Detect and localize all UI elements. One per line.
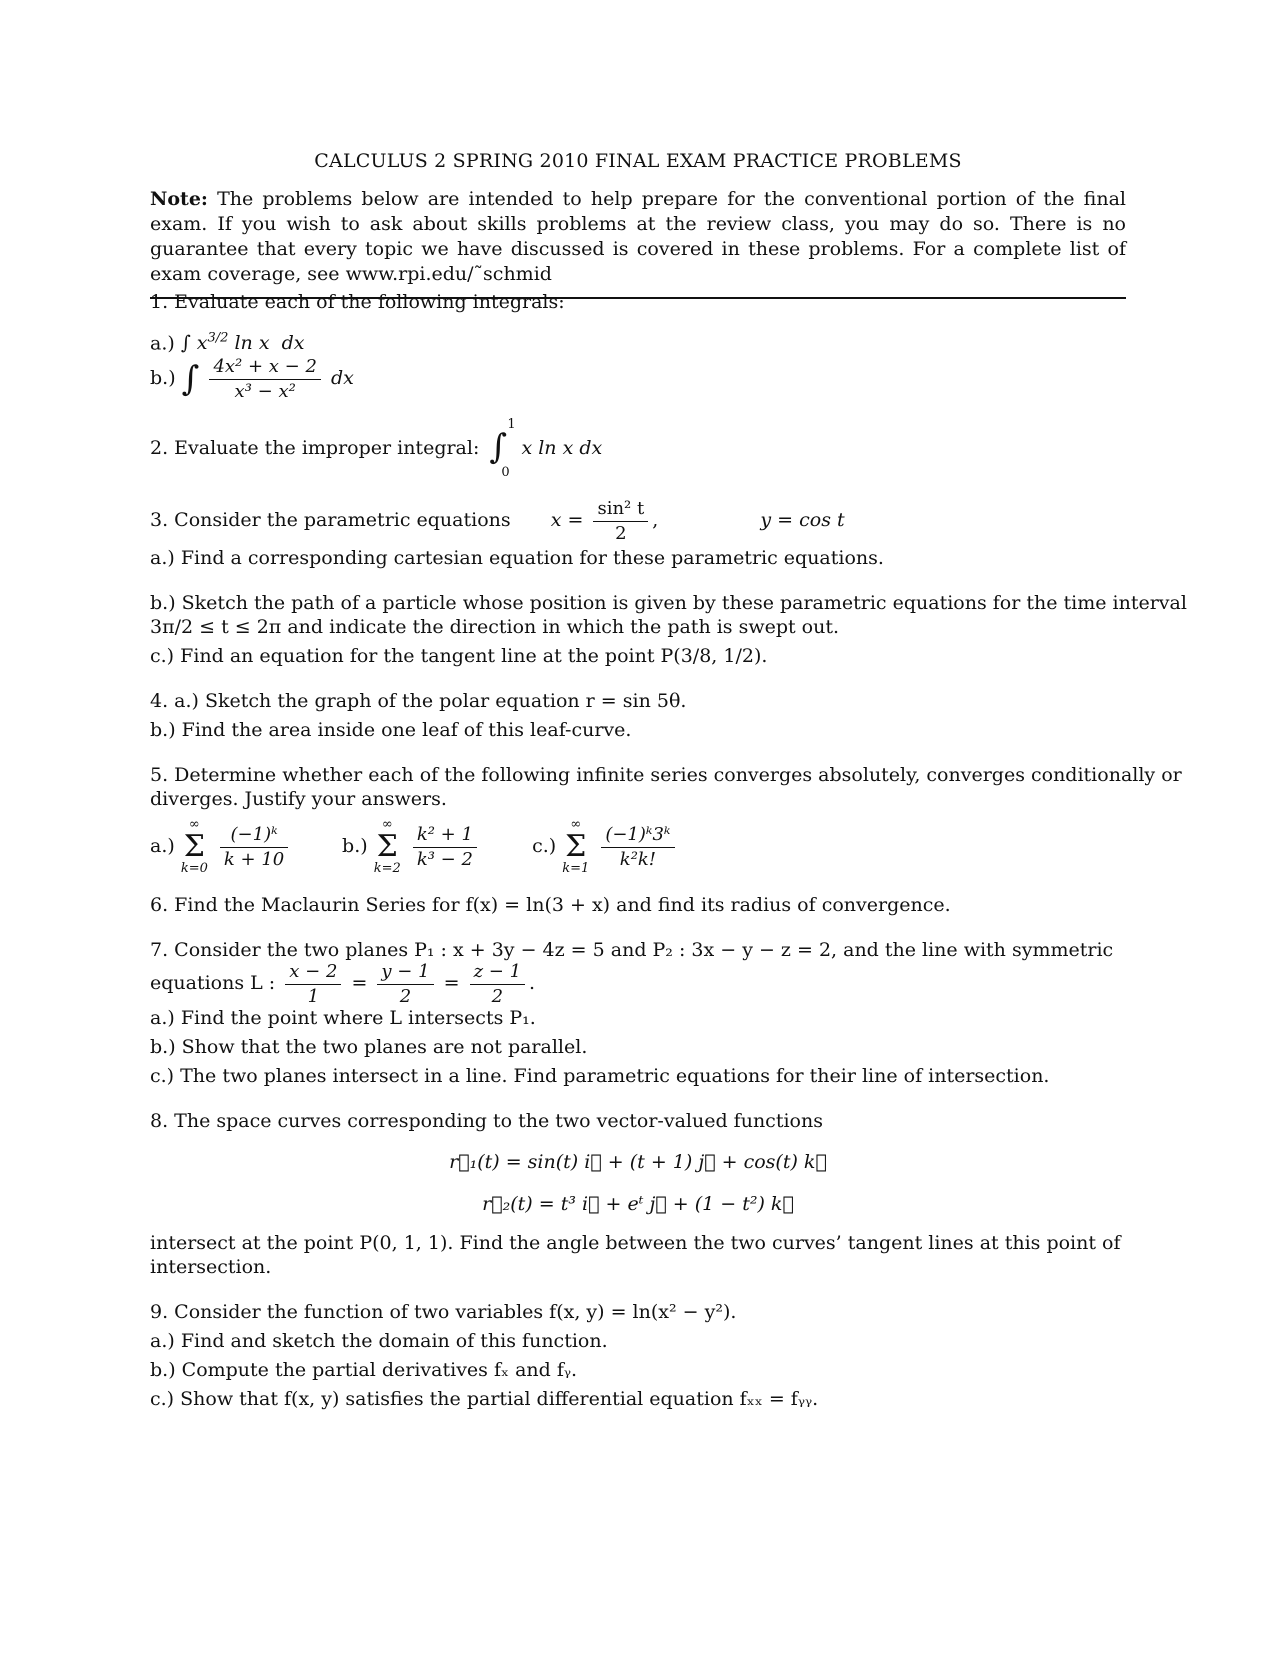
problem-1a-integral: ∫ $x^{3/2}$ ln x dx (180, 331, 305, 355)
series-b-numerator: k² + 1 (413, 824, 477, 848)
integral-sign: ∫ (181, 359, 200, 399)
fraction-3-denominator: 2 (491, 985, 504, 1007)
problem-9-text: 9. Consider the function of two variables f(x, y) = ln(x² − y²). (150, 1301, 737, 1323)
symmetric-fraction-1 (285, 961, 341, 1008)
series-b-label: b.) (342, 835, 368, 857)
series-a-upper: ∞ (188, 817, 200, 832)
definite-integral (485, 417, 516, 480)
sum-icon: ∞ Σ k=2 (373, 817, 401, 876)
problem-7b: b.) Show that the two planes are not parallel. (150, 1036, 588, 1058)
problem-2-text: 2. Evaluate the improper integral: (150, 437, 480, 459)
problem-9c: c.) Show that f(x, y) satisfies the partial differential equation fₓₓ = fᵧᵧ. (150, 1388, 819, 1410)
problem-7-line-equations: equations L : $\frac{x - 2}{1}$ = $\frac{y - 1}{2}$ = $\frac{z - 1}{2}$ . (150, 960, 536, 1007)
problem-1b-numerator: 4x² + x − 2 (209, 356, 320, 380)
series-a-numerator: (−1)ᵏ (220, 824, 288, 848)
problem-2 (150, 418, 602, 478)
series-c-fraction (601, 824, 674, 871)
series-b-fraction (413, 824, 477, 871)
vector-function-r1: r⃗₁(t) = sin(t) i⃗ + (t + 1) j⃗ + cos(t) k⃗ (449, 1151, 827, 1173)
problem-3: 3. Consider the parametric equations x = $\frac{\text{sin² t}}{2}$ , y = cos t (150, 497, 845, 544)
problem-3-text: 3. Consider the parametric equations (150, 509, 511, 531)
problem-1b-denominator: x³ − x² (234, 380, 296, 402)
x-denominator: 2 (615, 522, 627, 544)
series-b (342, 814, 526, 878)
sum-icon: ∞ Σ k=0 (180, 817, 208, 876)
series-c-upper: ∞ (570, 817, 582, 832)
vector-function-r2: r⃗₂(t) = t³ i⃗ + eᵗ j⃗ + (1 − t²) k⃗ (482, 1193, 794, 1215)
fraction-1-numerator: x − 2 (285, 961, 341, 985)
series-c-label: c.) (532, 835, 557, 857)
integral-sign: ∫ (489, 427, 508, 467)
problem-3b-line2: 3π/2 ≤ t ≤ 2π and indicate the direction in which the path is swept out. (150, 616, 840, 638)
series-c-numerator: (−1)ᵏ3ᵏ (601, 824, 674, 848)
problem-6: 6. Find the Maclaurin Series for f(x) = ln(3 + x) and find its radius of convergence. (150, 894, 951, 916)
problem-8-after-line2: intersection. (150, 1256, 272, 1278)
problem-5-line2: diverges. Justify your answers. (150, 788, 447, 810)
problem-3c: c.) Find an equation for the tangent line at the point P(3/8, 1/2). (150, 645, 768, 667)
problem-1b-dx: dx (330, 367, 354, 389)
problem-1b-label: b.) (150, 367, 176, 389)
series-b-denominator: k³ − 2 (416, 848, 473, 870)
problem-5-series (150, 814, 679, 878)
series-b-upper: ∞ (381, 817, 393, 832)
problem-4a: 4. a.) Sketch the graph of the polar equation r = sin 5θ. (150, 690, 687, 712)
x-numerator: sin² t (593, 498, 648, 522)
page-title: CALCULUS 2 SPRING 2010 FINAL EXAM PRACTICE PROBLEMS (314, 150, 962, 172)
series-a-fraction (220, 824, 288, 871)
series-c-denominator: k²k! (619, 848, 657, 870)
problem-9b: b.) Compute the partial derivatives fₓ and fᵧ. (150, 1359, 578, 1381)
problem-1b-fraction (209, 356, 320, 403)
series-c (532, 814, 678, 878)
problem-7-line1: 7. Consider the two planes P₁ : x + 3y − 4z = 5 and P₂ : 3x − y − z = 2, and the line with symmetric (150, 939, 1114, 961)
problem-1b (150, 354, 354, 403)
problem-7a: a.) Find the point where L intersects P₁. (150, 1007, 536, 1029)
series-a (150, 814, 336, 878)
problem-8-after-line1: intersect at the point P(0, 1, 1). Find the angle between the two curves’ tangent lines at this point of (150, 1232, 1121, 1254)
note-text: The problems below are intended to help prepare for the conventional portion of the final exam. If you wish to ask about skills problems at the review class, you may do so. There is no guarantee that every topic we have discussed is covered in these problems. For a complete list of exam coverage, see www.rpi.edu/˜schmid (150, 188, 1126, 285)
problem-2-integrand: x ln x dx (521, 437, 603, 459)
problem-3b-line1: b.) Sketch the path of a particle whose position is given by these parametric equations for the time interval (150, 592, 1187, 614)
x-equation-lhs: x = (550, 509, 584, 531)
series-a-label: a.) (150, 835, 175, 857)
problem-9a: a.) Find and sketch the domain of this function. (150, 1330, 608, 1352)
symmetric-fraction-3 (470, 961, 525, 1008)
problem-7c: c.) The two planes intersect in a line. Find parametric equations for their line of intersection. (150, 1065, 1050, 1087)
exam-page (150, 0, 1187, 1656)
sum-icon: ∞ Σ k=1 (562, 817, 590, 876)
problem-5-line1: 5. Determine whether each of the following infinite series converges absolutely, converges conditionally or (150, 764, 1182, 786)
y-equation: y = cos t (760, 509, 845, 531)
problem-1a (150, 326, 305, 356)
series-a-denominator: k + 10 (223, 848, 285, 870)
problem-8-text: 8. The space curves corresponding to the two vector-valued functions (150, 1110, 823, 1132)
fraction-2-denominator: 2 (399, 985, 412, 1007)
symmetric-fraction-2 (377, 961, 433, 1008)
lower-limit: 0 (501, 465, 510, 480)
series-b-lower: k=2 (373, 861, 401, 876)
x-equation-fraction (593, 498, 648, 545)
fraction-1-denominator: 1 (307, 985, 320, 1007)
problem-4b: b.) Find the area inside one leaf of this leaf-curve. (150, 719, 632, 741)
upper-limit: 1 (507, 417, 516, 432)
problem-3a: a.) Find a corresponding cartesian equation for these parametric equations. (150, 547, 884, 569)
series-c-lower: k=1 (562, 861, 590, 876)
equations-label: equations L : (150, 972, 276, 994)
fraction-3-numerator: z − 1 (470, 961, 525, 985)
series-a-lower: k=0 (180, 861, 208, 876)
note-paragraph (150, 187, 1126, 287)
problem-1-text: 1. Evaluate each of the following integrals: (150, 291, 565, 313)
problem-1a-label: a.) (150, 332, 175, 355)
fraction-2-numerator: y − 1 (377, 961, 433, 985)
note-label: Note: (150, 188, 208, 210)
